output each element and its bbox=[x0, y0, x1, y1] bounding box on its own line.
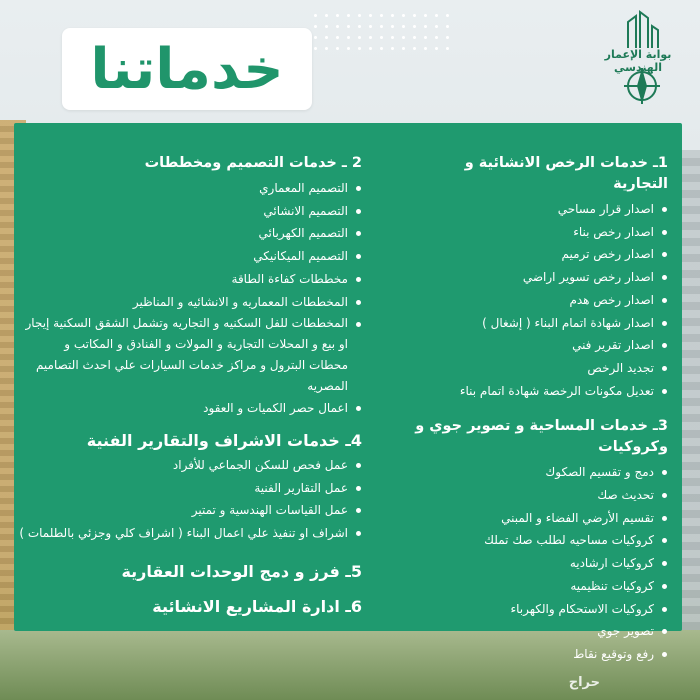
section-3-list bbox=[406, 461, 668, 665]
section-4-heading: 4ـ خدمات الاشراف والتقارير الفنية bbox=[86, 430, 362, 450]
page-title-box bbox=[62, 28, 312, 110]
list-item: المخططات المعماريه و الانشائيه و المناظير bbox=[22, 291, 348, 314]
list-item: رفع وتوقيع نقاط bbox=[406, 643, 654, 666]
list-item: التصميم الميكانيكي bbox=[22, 245, 348, 268]
list-item: عمل القياسات الهندسية و تمتير bbox=[22, 499, 348, 522]
list-item: اشراف او تنفيذ علي اعمال البناء ( اشراف كلي وجزئي بالطلمات ) bbox=[22, 522, 348, 545]
background-building-right bbox=[682, 150, 700, 670]
list-item: المخططات للفل السكنيه و التجاريه وتشمل الشقق السكنية إيجار او بيع و المحلات التجارية و المولات و الفنادق و المكاتب و محطات البترول و مراكز خدمات السيارات علي احدث التصاميم المصريه bbox=[22, 313, 348, 397]
section-5-heading: 5ـ فرز و دمج الوحدات العقارية bbox=[121, 561, 362, 581]
list-item: كروكيات الاستحكام والكهرباء bbox=[406, 598, 654, 621]
decorative-dots bbox=[310, 10, 450, 50]
list-item: تجديد الرخص bbox=[406, 357, 654, 380]
page-title: خدماتنا bbox=[90, 36, 284, 102]
list-item: دمج و تقسيم الصكوك bbox=[406, 461, 654, 484]
list-item: اصدار رخص هدم bbox=[406, 289, 654, 312]
list-item: التصميم المعماري bbox=[22, 177, 348, 200]
section-2-list bbox=[22, 177, 362, 420]
list-item: اعمال حصر الكميات و العقود bbox=[22, 397, 348, 420]
list-item: مخططات كفاءة الطاقة bbox=[22, 268, 348, 291]
list-item: تقسيم الأرضي الفضاء و المبني bbox=[406, 507, 654, 530]
section-4-list bbox=[19, 454, 362, 545]
list-item: اصدار قرار مساحي bbox=[406, 198, 654, 221]
logo-text: بوابة الإعمار الهندسي bbox=[604, 48, 672, 74]
list-item: كروكيات مساحيه لطلب صك تملك bbox=[406, 529, 654, 552]
section-1-list bbox=[406, 198, 668, 402]
watermark: حراج bbox=[568, 675, 600, 690]
services-column-right bbox=[406, 153, 668, 666]
list-item: اصدار رخص بناء bbox=[406, 221, 654, 244]
list-item: اصدار شهادة اتمام البناء ( إشغال ) bbox=[406, 312, 654, 335]
section-2-heading: 2 ـ خدمات التصميم ومخططات bbox=[144, 155, 362, 171]
list-item: التصميم الانشائي bbox=[22, 200, 348, 223]
list-item: عمل التقارير الفنية bbox=[22, 477, 348, 500]
list-item: اصدار رخص تسوير اراضي bbox=[406, 266, 654, 289]
services-panel bbox=[14, 123, 682, 661]
list-item: التصميم الكهربائي bbox=[22, 222, 348, 245]
list-item: تحديث صك bbox=[406, 484, 654, 507]
list-item: كروكيات ارشاديه bbox=[406, 552, 654, 575]
section-6-heading: 6ـ ادارة المشاريع الانشائية bbox=[152, 596, 362, 616]
list-item: تعديل مكونات الرخصة شهادة اتمام بناء bbox=[406, 380, 654, 403]
section-1-heading: 1ـ خدمات الرخص الانشائية و التجارية bbox=[464, 155, 668, 192]
list-item: كروكيات تنظيميه bbox=[406, 575, 654, 598]
list-item: تصوير جوي bbox=[406, 620, 654, 643]
list-item: اصدار رخص ترميم bbox=[406, 243, 654, 266]
services-column-left bbox=[19, 153, 362, 620]
list-item: عمل فحص للسكن الجماعي للأفراد bbox=[22, 454, 348, 477]
section-3-heading: 3ـ خدمات المساحية و تصوير جوي و وكروكيات bbox=[415, 418, 668, 456]
list-item: اصدار تقرير فني bbox=[406, 334, 654, 357]
